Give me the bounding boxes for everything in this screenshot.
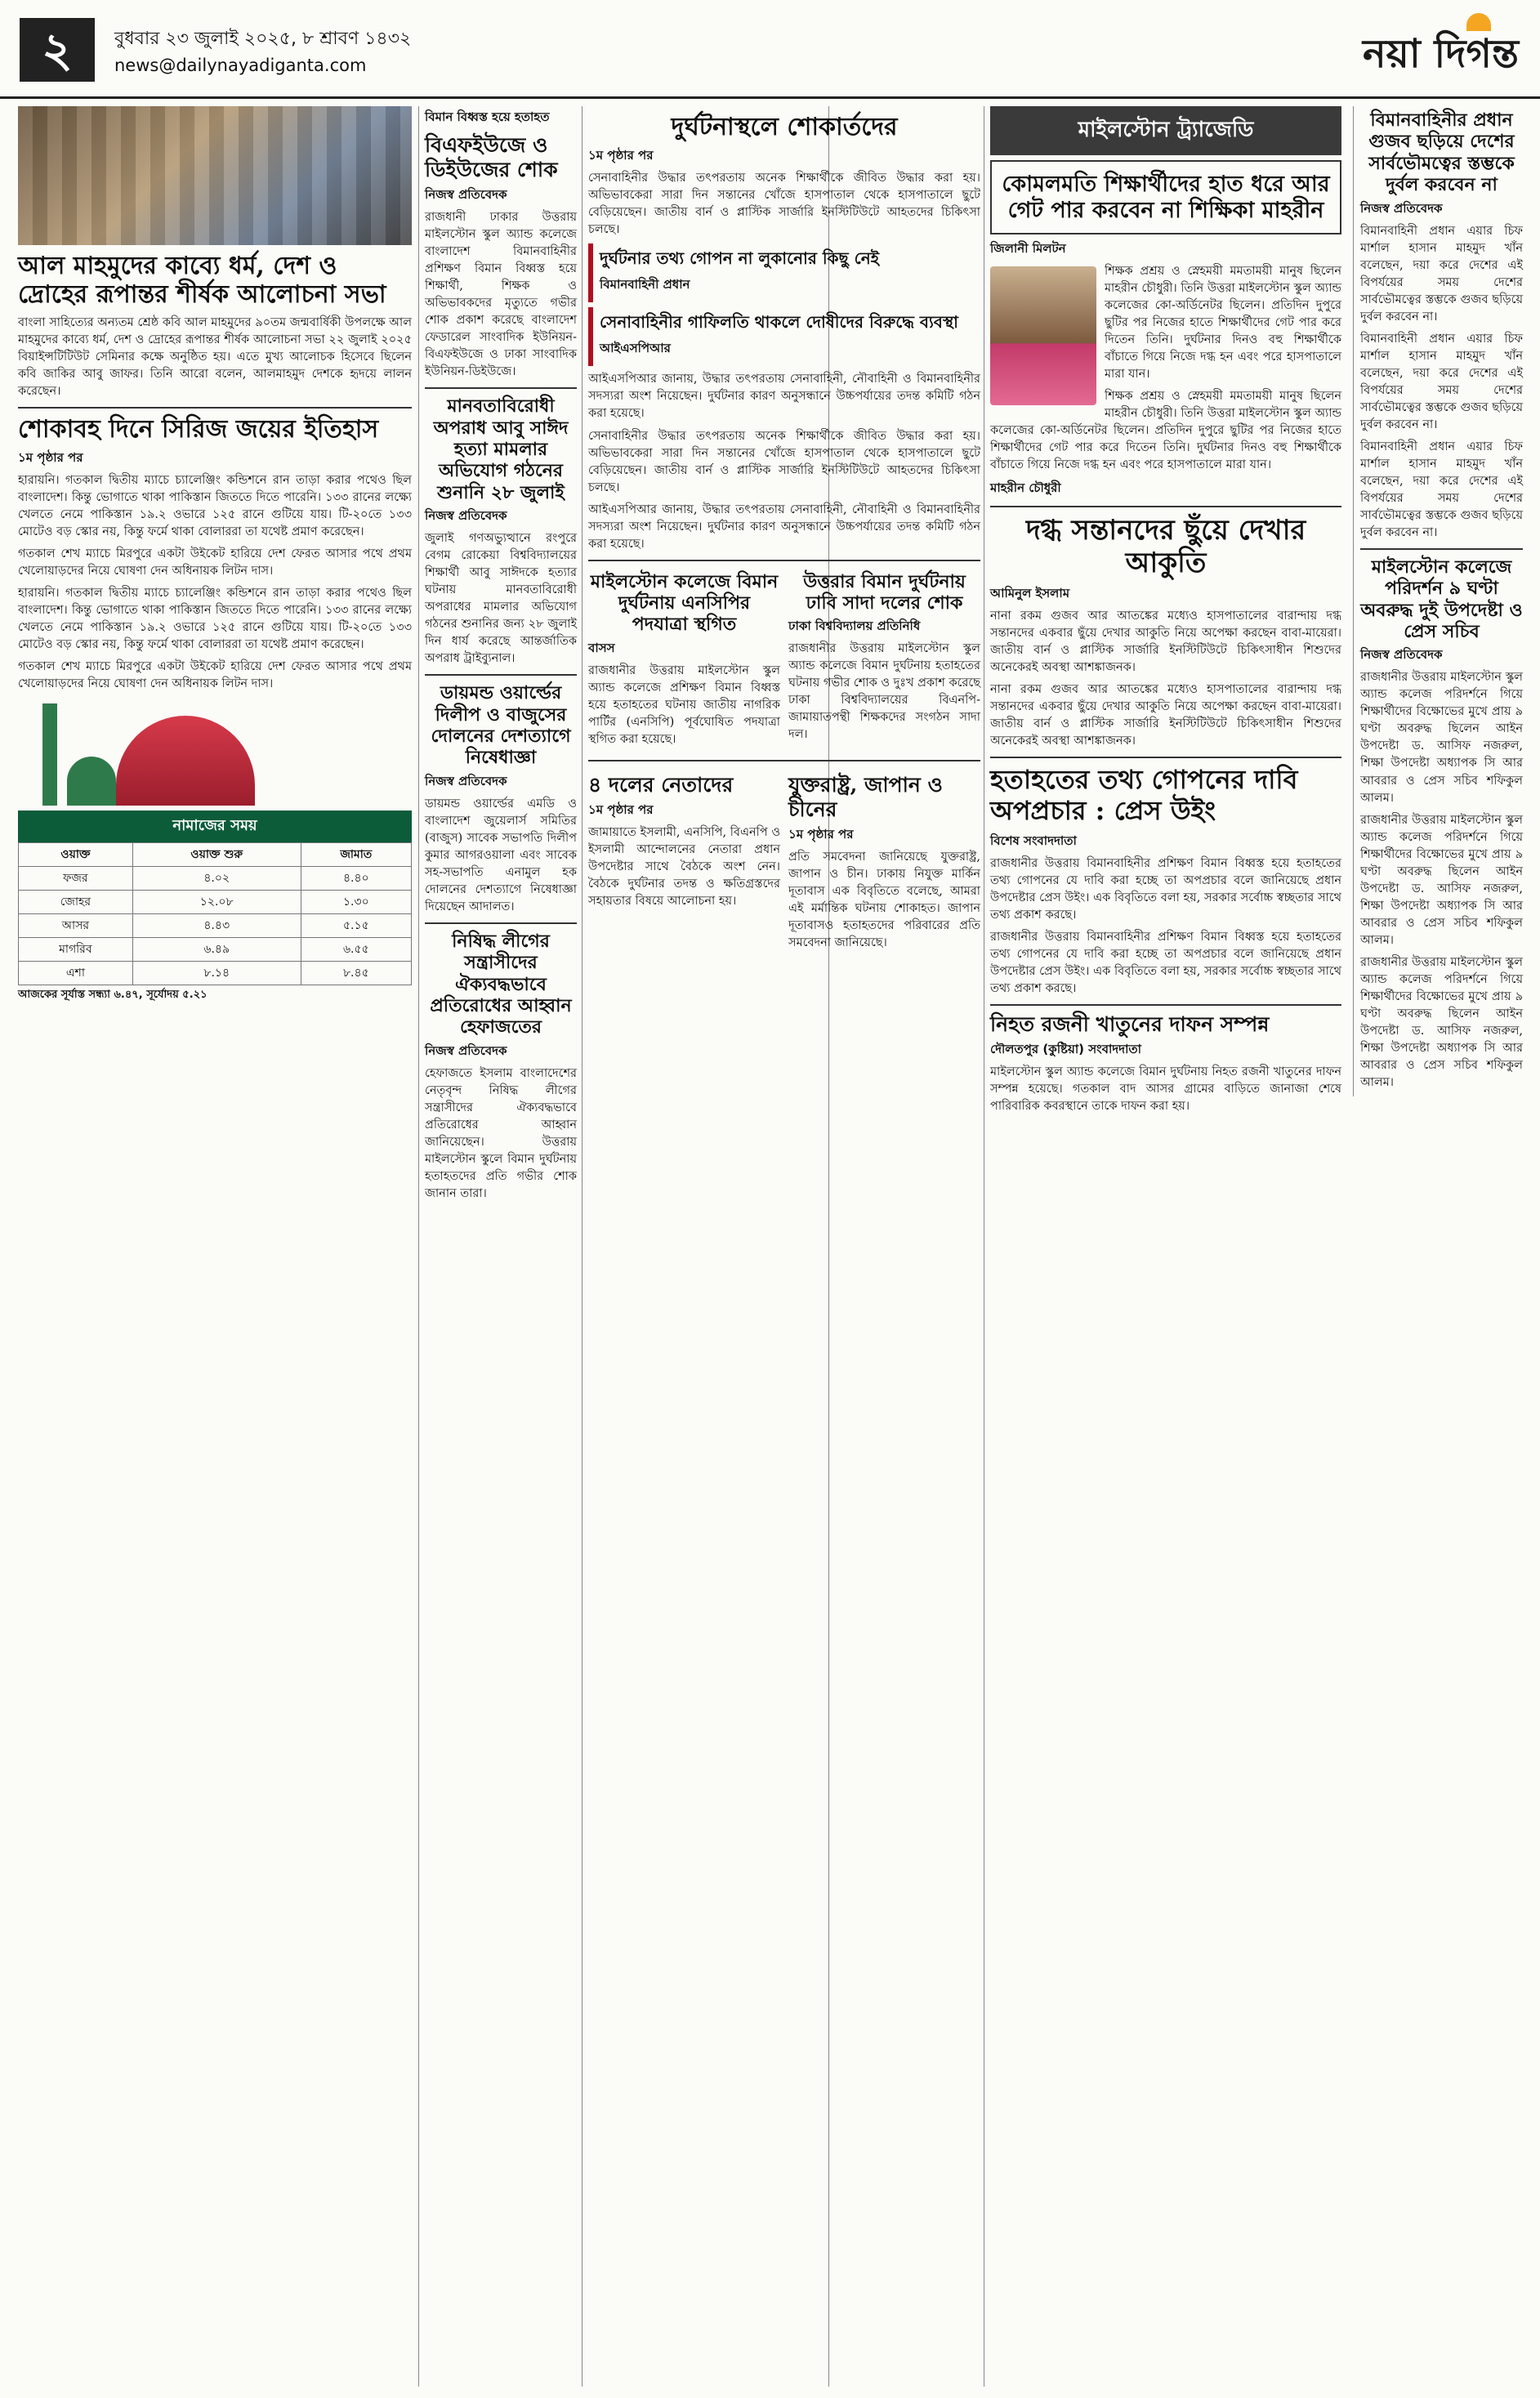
prayer-table-cell: ৪.৪০ <box>301 867 411 891</box>
byline: বাসস <box>588 640 615 655</box>
continued-label: ১ম পৃষ্ঠার পর <box>788 826 854 842</box>
seminar-photo <box>18 106 412 245</box>
headline-press-wing[interactable]: হতাহতের তথ্য গোপনের দাবি অপপ্রচার : প্রেস উইং <box>990 764 1298 827</box>
byline: নিজস্ব প্রতিবেদক <box>425 508 507 524</box>
column-divider <box>582 106 583 2387</box>
prayer-table-cell: ৬.৪৯ <box>132 938 301 962</box>
byline: দৌলতপুর (কুষ্টিয়া) সংবাদদাতা <box>990 1041 1142 1056</box>
prayer-table-row <box>19 867 412 891</box>
article-body: নানা রকম গুজব আর আতঙ্কের মধ্যেও হাসপাতালের বারান্দায় দগ্ধ সন্তানদের একবার ছুঁয়ে দেখার আকুতি নিয়ে অপেক্ষা করছেন বাবা-মায়েরা। জাতীয় বার্ন ও প্লাস্টিক সার্জারি ইনস্টিটিউটে চিকিৎসাধীন শিশুদের অনেকেরই অবস্থা আশঙ্কাজনক। <box>990 683 1341 748</box>
byline: নিজস্ব প্রতিবেদক <box>425 187 507 202</box>
prayer-table-cell: ৬.৫৫ <box>301 938 411 962</box>
byline: আমিনুল ইসলাম <box>990 586 1070 601</box>
masthead <box>0 0 1540 99</box>
divider <box>990 506 1341 507</box>
prayer-table-row <box>19 891 412 914</box>
newspaper-logo[interactable]: নয়া দিগন্ত <box>1362 31 1519 77</box>
kicker: বিমান বিধ্বস্ত হয়ে হতাহত <box>425 109 550 124</box>
prayer-table-header: ওয়াক্ত শুরু <box>132 843 301 867</box>
prayer-times-table <box>18 842 412 985</box>
article-body: হারায়নি। গতকাল দ্বিতীয় ম্যাচে চ্যালেঞ্জিং কন্ডিশনে রান তাড়া করার পথেও ছিল বাংলাদেশ। কিন্তু ভোগাতে থাকা পাকিস্তান জিততে দিতে পারেনি। ১৩৩ রানের লক্ষ্যে খেলতে নেমে পাকিস্তান ১৯.২ ওভারে ১২৫ রানে গুটিয়ে যায়। টি-২০তে ১৩৩ মোটেও বড় স্কোর নয়, কিন্তু ফর্মে থাকা বোলাররা তা যথেষ্ট প্রমাণ করেছেন। <box>18 474 412 539</box>
article-body: রাজধানীর উত্তরায় মাইলস্টোন স্কুল অ্যান্ড কলেজ পরিদর্শনে গিয়ে শিক্ষার্থীদের বিক্ষোভের মুখে প্রায় ৯ ঘণ্টা অবরুদ্ধ ছিলেন আইন উপদেষ্টা ড. আসিফ নজরুল, শিক্ষা উপদেষ্টা অধ্যাপক সি আর আবরার ও প্রেস সচিব শফিকুল আলম। <box>1360 813 1523 947</box>
divider <box>425 922 577 924</box>
byline: নিজস্ব প্রতিবেদক <box>425 773 507 788</box>
article-body: শিক্ষক প্রশ্রয় ও স্নেহময়ী মমতাময়ী মানুষ ছিলেন মাহরীন চৌধুরী। তিনি উত্তরা মাইলস্টোন স্কুল অ্যান্ড কলেজের কো-অর্ডিনেটর ছিলেন। প্রতিদিন দুপুরে ছুটির পর নিজের হাতে শিক্ষার্থীদের গেট পার করে দিতেন তিনি। দুর্ঘটনার দিনও বহু শিক্ষার্থীকে বাঁচাতে গিয়ে নিজে দগ্ধ হন এবং পরে হাসপাতালে মারা যান। <box>990 389 1341 471</box>
byline: ঢাকা বিশ্ববিদ্যালয় প্রতিনিধি <box>788 618 921 634</box>
prayer-table-cell: এশা <box>19 962 133 985</box>
photo-caption: মাহরীন চৌধুরী <box>990 480 1061 495</box>
column-left <box>18 106 412 2387</box>
page-number: ২ <box>20 18 95 82</box>
article-body: মাইলস্টোন স্কুল অ্যান্ড কলেজে বিমান দুর্ঘটনায় নিহত রজনী খাতুনের দাফন সম্পন্ন হয়েছে। গতকাল বাদ আসর গ্রামের বাড়িতে জানাজা শেষে পারিবারিক কবরস্থানে তাকে দাফন করা হয়। <box>990 1065 1341 1113</box>
article-body: বিমানবাহিনী প্রধান এয়ার চিফ মার্শাল হাসান মাহমুদ খাঁন বলেছেন, দয়া করে দেশের এই বিপর্যয়ের সময় দেশের সার্বভৌমত্বের স্তম্ভকে গুজব ছড়িয়ে দুর্বল করবেন না। <box>1360 440 1523 539</box>
prayer-table-cell: ৪.৪৩ <box>132 914 301 938</box>
prayer-times-title: নামাজের সময় <box>18 810 412 842</box>
article-body: বিমানবাহিনী প্রধান এয়ার চিফ মার্শাল হাসান মাহমুদ খাঁন বলেছেন, দয়া করে দেশের এই বিপর্যয়ের সময় দেশের সার্বভৌমত্বের স্তম্ভকে গুজব ছড়িয়ে দুর্বল করবেন না। <box>1360 224 1523 324</box>
article-body: বিমানবাহিনী প্রধান এয়ার চিফ মার্শাল হাসান মাহমুদ খাঁন বলেছেন, দয়া করে দেশের এই বিপর্যয়ের সময় দেশের সার্বভৌমত্বের স্তম্ভকে গুজব ছড়িয়ে দুর্বল করবেন না। <box>1360 332 1523 431</box>
section-banner: মাইলস্টোন ট্র্যাজেডি <box>990 106 1341 155</box>
article-body: রাজধানীর উত্তরায় বিমানবাহিনীর প্রশিক্ষণ বিমান বিধ্বস্ত হয়ে হতাহতের তথ্য গোপনের যে দাবি করা হচ্ছে তা অপপ্রচার বলে জানিয়েছে প্রধান উপদেষ্টার প্রেস উইং। এক বিবৃতিতে বলা হয়, সরকার সর্বোচ্চ স্বচ্ছতার সাথে তথ্য প্রকাশ করছে। <box>990 930 1341 995</box>
small-dome-icon <box>67 757 116 806</box>
article-body: নানা রকম গুজব আর আতঙ্কের মধ্যেও হাসপাতালের বারান্দায় দগ্ধ সন্তানদের একবার ছুঁয়ে দেখার আকুতি নিয়ে অপেক্ষা করছেন বাবা-মায়েরা। জাতীয় বার্ন ও প্লাস্টিক সার্জারি ইনস্টিটিউটে চিকিৎসাধীন শিশুদের অনেকেরই অবস্থা আশঙ্কাজনক। <box>990 610 1341 675</box>
pull-quote-source: আইএসপিআর <box>600 341 671 356</box>
byline: নিজস্ব প্রতিবেদক <box>1360 647 1443 663</box>
main-headline-box <box>990 160 1341 234</box>
headline-air-chief[interactable]: বিমানবাহিনীর প্রধান গুজব ছড়িয়ে দেশের সার্বভৌমত্বের স্তম্ভকে দুর্বল করবেন না <box>1368 109 1515 196</box>
headline-ncp-march[interactable]: মাইলস্টোন কলেজে বিমান দুর্ঘটনায় এনসিপির পদযাত্রা স্থগিত <box>590 570 779 636</box>
article-body: জামায়াতে ইসলামী, এনসিপি, বিএনপি ও ইসলামী আন্দোলনের নেতারা প্রধান উপদেষ্টার সাথে বৈঠকে অংশ নেন। বৈঠকে দুর্ঘটনার তদন্ত ও ক্ষতিগ্রস্তদের সহায়তার বিষয়ে আলোচনা হয়। <box>588 825 780 908</box>
headline-diamond-world[interactable]: ডায়মন্ড ওয়ার্ল্ডের দিলীপ ও বাজুসের দোলনের দেশত্যাগে নিষেধাজ্ঞা <box>431 682 571 769</box>
mosque-illustration <box>18 699 412 806</box>
prayer-table-cell: আসর <box>19 914 133 938</box>
prayer-table-row <box>19 914 412 938</box>
sun-times: আজকের সূর্যাস্ত সন্ধ্যা ৬.৪৭, সূর্যোদয় ৫.২১ <box>18 989 208 1002</box>
divider <box>425 674 577 676</box>
article-body: হেফাজতে ইসলাম বাংলাদেশের নেতৃবৃন্দ নিষিদ্ধ লীগের সন্ত্রাসীদের ঐক্যবদ্ধভাবে প্রতিরোধের আহ্বান জানিয়েছেন। উত্তরায় মাইলস্টোন স্কুলে বিমান দুর্ঘটনায় হতাহতদের প্রতি গভীর শোক জানান তারা। <box>425 1066 577 1200</box>
divider <box>990 757 1341 758</box>
pull-quote <box>588 307 980 366</box>
prayer-table-cell: জোহর <box>19 891 133 914</box>
article-body: জুলাই গণঅভ্যুত্থানে রংপুরে বেগম রোকেয়া বিশ্ববিদ্যালয়ের শিক্ষার্থী আবু সাঈদকে হত্যার ঘটনায় মানবতাবিরোধী অপরাধের মামলার অভিযোগ গঠনের শুনানির জন্য ২৮ জুলাই দিন ধার্য করেছে আন্তর্জাতিক অপরাধ ট্রাইব্যুনাল। <box>425 532 577 666</box>
prayer-table-header: জামাত <box>301 843 411 867</box>
two-up-section <box>588 568 980 753</box>
article-body: গতকাল শেখ ম্যাচে মিরপুরে একটা উইকেট হারিয়ে দেশ ফেরত আসার পথে প্রথম খেলোয়াড়দের নিয়ে ঘোষণা দেন অধিনায়ক লিটন দাস। <box>18 660 412 691</box>
headline-rajani-burial[interactable]: নিহত রজনী খাতুনের দাফন সম্পন্ন <box>990 1011 1270 1036</box>
article-body: রাজধানী ঢাকার উত্তরায় মাইলস্টোন স্কুল অ্যান্ড কলেজে বাংলাদেশ বিমানবাহিনীর প্রশিক্ষণ বিমান বিধ্বস্ত হয়ে শিক্ষার্থী, শিক্ষক ও অভিভাবকদের মৃত্যুতে গভীর শোক প্রকাশ করেছে বাংলাদেশ ফেডারেল সাংবাদিক ইউনিয়ন-বিএফইউজে ও ঢাকা সাংবাদিক ইউনিয়ন-ডিইউজে। <box>425 211 577 379</box>
dome-icon <box>116 716 255 806</box>
headline-white-panel[interactable]: উত্তরার বিমান দুর্ঘটনায় ঢাবি সাদা দলের শোক <box>803 570 966 614</box>
pull-quote-source: বিমানবাহিনী প্রধান <box>600 277 690 292</box>
article-body: প্রতি সমবেদনা জানিয়েছে যুক্তরাষ্ট্র, জাপান ও চীন। ঢাকায় নিযুক্ত মার্কিন দূতাবাস এক বিবৃতিতে বলেছে, আমরা এই মর্মান্তিক ঘটনায় শোকাহত। জাপান দূতাবাসও হতাহতদের পরিবারের প্রতি সমবেদনা জানিয়েছে। <box>788 850 980 949</box>
byline: নিজস্ব প্রতিবেদক <box>425 1043 507 1058</box>
article-body: গতকাল শেখ ম্যাচে মিরপুরে একটা উইকেট হারিয়ে দেশ ফেরত আসার পথে প্রথম খেলোয়াড়দের নিয়ে ঘোষণা দেন অধিনায়ক লিটন দাস। <box>18 547 412 578</box>
article-body: রাজধানীর উত্তরায় মাইলস্টোন স্কুল অ্যান্ড কলেজ পরিদর্শনে গিয়ে শিক্ষার্থীদের বিক্ষোভের মুখে প্রায় ৯ ঘণ্টা অবরুদ্ধ ছিলেন আইন উপদেষ্টা ড. আসিফ নজরুল, শিক্ষা উপদেষ্টা অধ্যাপক সি আর আবরার ও প্রেস সচিব শফিকুল আলম। <box>1360 671 1523 805</box>
byline: নিজস্ব প্রতিবেদক <box>1360 200 1443 216</box>
headline-hefazat[interactable]: নিষিদ্ধ লীগের সন্ত্রাসীদের ঐক্যবদ্ধভাবে প্রতিরোধের আহ্বান হেফাজতের <box>430 930 572 1038</box>
byline: জিলানী মিলটন <box>990 240 1066 256</box>
headline-al-mahmud[interactable]: আল মাহমুদের কাব্যে ধর্ম, দেশ ও দ্রোহের রূপান্তর শীর্ষক আলোচনা সভা <box>18 252 386 310</box>
prayer-table-cell: ৪.০২ <box>132 867 301 891</box>
column-right <box>990 106 1523 2387</box>
article-body: রাজধানীর উত্তরায় মাইলস্টোন স্কুল অ্যান্ড কলেজে বিমান দুর্ঘটনায় হতাহতের ঘটনায় গভীর শোক ও দুঃখ প্রকাশ করেছে ঢাকা বিশ্ববিদ্যালয়ের বিএনপি-জামায়াতপন্থী শিক্ষকদের সংগঠন সাদা দল। <box>788 642 981 742</box>
article-body: রাজধানীর উত্তরায় মাইলস্টোন স্কুল অ্যান্ড কলেজে প্রশিক্ষণ বিমান বিধ্বস্ত হয়ে হতাহতের ঘটনায় জাতীয় নাগরিক পার্টির (এনসিপি) পূর্বঘোষিত পদযাত্রা স্থগিত করা হয়েছে। <box>588 663 780 746</box>
headline-abu-sayeed[interactable]: মানবতাবিরোধী অপরাধ আবু সাঈদ হত্যা মামলার অভিযোগ গঠনের শুনানি ২৮ জুলাই <box>433 395 569 503</box>
prayer-table-row <box>19 938 412 962</box>
divider <box>588 760 980 761</box>
pull-quote <box>588 243 980 302</box>
prayer-table-cell: ১.৩০ <box>301 891 411 914</box>
pull-quote-text: সেনাবাহিনীর গাফিলতি থাকলে দোষীদের বিরুদ্ধে ব্যবস্থা <box>600 312 958 333</box>
headline-accident-site[interactable]: দুর্ঘটনাস্থলে শোকার্তদের <box>671 113 898 141</box>
article-body: রাজধানীর উত্তরায় বিমানবাহিনীর প্রশিক্ষণ বিমান বিধ্বস্ত হয়ে হতাহতের তথ্য গোপনের যে দাবি করা হচ্ছে তা অপপ্রচার বলে জানিয়েছে প্রধান উপদেষ্টার প্রেস উইং। এক বিবৃতিতে বলা হয়, সরকার সর্বোচ্চ স্বচ্ছতার সাথে তথ্য প্রকাশ করছে। <box>990 856 1341 922</box>
prayer-table-row <box>19 962 412 985</box>
continued-label: ১ম পৃষ্ঠার পর <box>588 802 654 817</box>
headline-journalist-union[interactable]: বিএফইউজে ও ডিইউজের শোক <box>425 133 558 181</box>
article-body: ডায়মন্ড ওয়ার্ল্ডের এমডি ও বাংলাদেশ জুয়েলার্স সমিতির (বাজুস) সাবেক সভাপতি দিলীপ কুমার আগরওয়ালা এবং সাবেক সহ-সভাপতি এনামুল হক দোলনের দেশত্যাগে নিষেধাজ্ঞা দিয়েছেন আদালত। <box>425 797 577 913</box>
prayer-table-cell: ফজর <box>19 867 133 891</box>
headline-series-win[interactable]: শোকাবহ দিনে সিরিজ জয়ের ইতিহাস <box>18 414 379 444</box>
prayer-table-cell: ১২.০৮ <box>132 891 301 914</box>
headline-four-parties[interactable]: ৪ দলের নেতাদের <box>588 772 734 797</box>
divider <box>425 387 577 389</box>
prayer-table-cell: ৮.৪৫ <box>301 962 411 985</box>
headline-advisers-confined[interactable]: মাইলস্টোন কলেজে পরিদর্শন ৯ ঘণ্টা অবরুদ্ধ দুই উপদেষ্টা ও প্রেস সচিব <box>1360 556 1523 643</box>
side-rail <box>1353 106 1523 1096</box>
headline-usa-japan-china[interactable]: যুক্তরাষ্ট্র, জাপান ও চীনের <box>788 772 943 821</box>
prayer-table-cell: মাগরিব <box>19 938 133 962</box>
article-body: শিক্ষক প্রশ্রয় ও স্নেহময়ী মমতাময়ী মানুষ ছিলেন মাহরীন চৌধুরী। তিনি উত্তরা মাইলস্টোন স্কুল অ্যান্ড কলেজের কো-অর্ডিনেটর ছিলেন। প্রতিদিন দুপুরে ছুটির পর নিজের হাতে শিক্ষার্থীদের গেট পার করে দিতেন তিনি। দুর্ঘটনার দিনও বহু শিক্ষার্থীকে বাঁচাতে গিয়ে নিজে দগ্ধ হন এবং পরে হাসপাতালে মারা যান। <box>1105 264 1341 381</box>
article-body: আইএসপিআর জানায়, উদ্ধার তৎপরতায় সেনাবাহিনী, নৌবাহিনী ও বিমানবাহিনীর সদস্যরা অংশ নিয়েছেন। দুর্ঘটনার কারণ অনুসন্ধানে উচ্চপর্যায়ের তদন্ত কমিটি গঠন করা হয়েছে। <box>588 502 980 551</box>
article-body: রাজধানীর উত্তরায় মাইলস্টোন স্কুল অ্যান্ড কলেজ পরিদর্শনে গিয়ে শিক্ষার্থীদের বিক্ষোভের মুখে প্রায় ৯ ঘণ্টা অবরুদ্ধ ছিলেন আইন উপদেষ্টা ড. আসিফ নজরুল, শিক্ষা উপদেষ্টা অধ্যাপক সি আর আবরার ও প্রেস সচিব শফিকুল আলম। <box>1360 955 1523 1089</box>
main-story <box>990 106 1341 1120</box>
column-center-left <box>425 106 577 2387</box>
teacher-portrait <box>990 266 1096 405</box>
column-divider <box>418 106 419 2387</box>
bottom-section <box>588 768 980 957</box>
article-body: বাংলা সাহিত্যের অন্যতম শ্রেষ্ঠ কবি আল মাহমুদের ৯০তম জন্মবার্ষিকী উপলক্ষে আল মাহমুদের কাব্যে ধর্ম, দেশ ও দ্রোহের রূপান্তর শীর্ষক আলোচনা সভা ২২ জুলাই ২০২৫ বিয়াইন্সটিটিউট সেমিনার কক্ষে অনুষ্ঠিত হয়। এতে মুখ্য আলোচক হিসেবে ছিলেন কবি জাকির আবু জাফর। তিনি আরো বলেন, আলমাহমুদ দেশকে হৃদয়ে লালন করেছেন। <box>18 315 412 398</box>
headline-mahreen[interactable]: কোমলমতি শিক্ষার্থীদের হাত ধরে আর গেট পার করবেন না শিক্ষিকা মাহরীন <box>1002 172 1330 224</box>
headline-burned-children[interactable]: দগ্ধ সন্তানদের ছুঁয়ে দেখার আকুতি <box>1025 513 1306 580</box>
continued-label: ১ম পৃষ্ঠার পর <box>18 450 83 466</box>
article-body: সেনাবাহিনীর উদ্ধার তৎপরতায় অনেক শিক্ষার্থীকে জীবিত উদ্ধার করা হয়। অভিভাবকেরা সারা দিন সন্তানের খোঁজে হাসপাতাল থেকে হাসপাতালে ছুটে বেড়িয়েছেন। জাতীয় বার্ন ও প্লাস্টিক সার্জারি ইনস্টিটিউটে আহতদের চিকিৎসা চলছে। <box>588 172 980 237</box>
article-body: হারায়নি। গতকাল দ্বিতীয় ম্যাচে চ্যালেঞ্জিং কন্ডিশনে রান তাড়া করার পথেও ছিল বাংলাদেশ। কিন্তু ভোগাতে থাকা পাকিস্তান জিততে দিতে পারেনি। ১৩৩ রানের লক্ষ্যে খেলতে নেমে পাকিস্তান ১৯.২ ওভারে ১২৫ রানে গুটিয়ে যায়। টি-২০তে ১৩৩ মোটেও বড় স্কোর নয়, কিন্তু ফর্মে থাকা বোলাররা তা যথেষ্ট প্রমাণ করেছেন। <box>18 587 412 652</box>
pull-quote-text: দুর্ঘটনার তথ্য গোপন না লুকানোর কিছু নেই <box>600 248 880 269</box>
email-link[interactable]: news@dailynayadiganta.com <box>114 56 367 75</box>
divider <box>18 407 412 409</box>
byline: বিশেষ সংবাদদাতা <box>990 833 1077 848</box>
prayer-table-header: ওয়াক্ত <box>19 843 133 867</box>
minaret-icon <box>42 703 57 806</box>
article-body: সেনাবাহিনীর উদ্ধার তৎপরতায় অনেক শিক্ষার্থীকে জীবিত উদ্ধার করা হয়। অভিভাবকেরা সারা দিন সন্তানের খোঁজে হাসপাতাল থেকে হাসপাতালে ছুটে বেড়িয়েছেন। জাতীয় বার্ন ও প্লাস্টিক সার্জারি ইনস্টিটিউটে আহতদের চিকিৎসা চলছে। <box>588 429 980 494</box>
divider <box>990 1004 1341 1006</box>
prayer-table-cell: ৮.১৪ <box>132 962 301 985</box>
article-body: আইএসপিআর জানায়, উদ্ধার তৎপরতায় সেনাবাহিনী, নৌবাহিনী ও বিমানবাহিনীর সদস্যরা অংশ নিয়েছেন। দুর্ঘটনার কারণ অনুসন্ধানে উচ্চপর্যায়ের তদন্ত কমিটি গঠন করা হয়েছে। <box>588 373 980 421</box>
prayer-table-cell: ৫.১৫ <box>301 914 411 938</box>
column-center <box>588 106 980 2387</box>
divider <box>588 560 980 561</box>
issue-date: বুধবার ২৩ জুলাই ২০২৫, ৮ শ্রাবণ ১৪৩২ <box>114 29 412 49</box>
continued-label: ১ম পৃষ্ঠার পর <box>588 148 654 163</box>
divider <box>1360 548 1523 550</box>
